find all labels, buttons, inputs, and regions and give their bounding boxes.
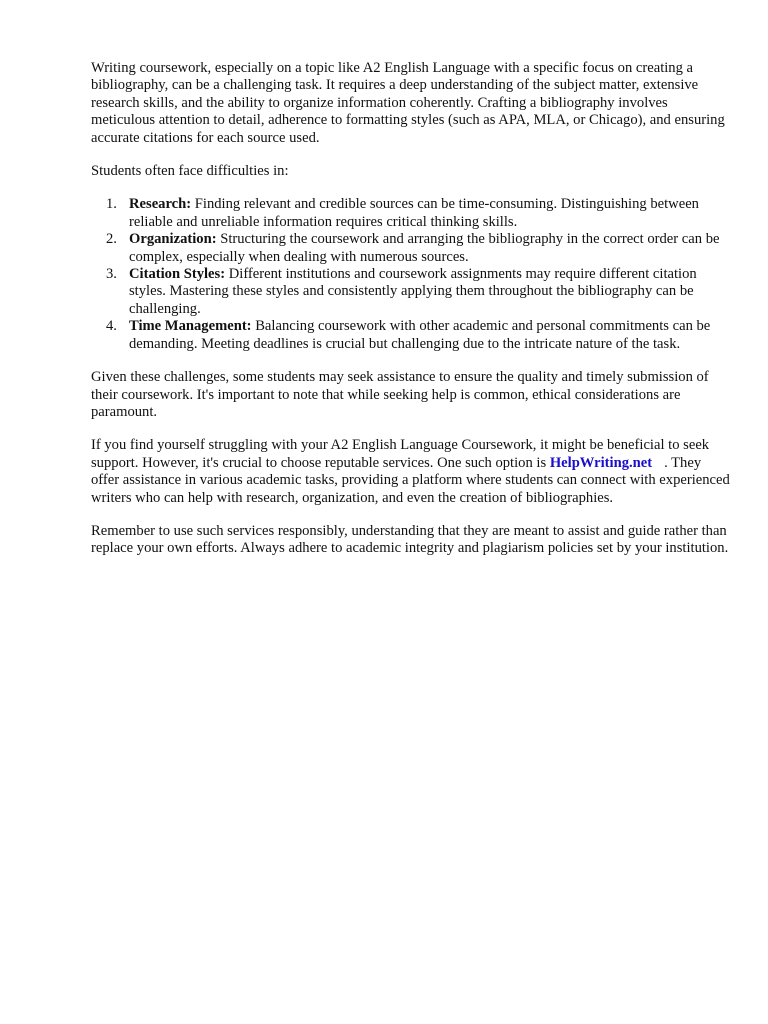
list-term: Time Management: [129, 318, 252, 335]
difficulties-list [91, 196, 731, 353]
list-item-research [91, 196, 731, 231]
closing-paragraph: Remember to use such services responsibly, understanding that they are meant to assist and guide rather than replace your own efforts. Always adhere to academic integrity and plagiarism policies set by your institution. [91, 522, 729, 557]
difficulties-lead: Students often face difficulties in: [91, 163, 289, 180]
helpwriting-link[interactable]: HelpWriting.net [549, 454, 653, 471]
list-text: Finding relevant and credible sources can be time-consuming. Distinguishing between reliable and unreliable information requires critical thinking skills. [129, 196, 699, 230]
help-text-before: If you find yourself struggling with your A2 English Language Coursework, it might be beneficial to seek support. However, it's crucial to choose reputable services. One such option is [91, 437, 710, 471]
list-item-citation-styles [91, 266, 731, 318]
list-item-time-management [91, 318, 731, 353]
help-paragraph [91, 437, 731, 507]
list-number: 3. [106, 266, 117, 283]
list-number: 2. [106, 231, 117, 248]
list-text: Balancing coursework with other academic and personal commitments can be demanding. Meeting deadlines is crucial but challenging due to the intricate nature of the task. [129, 318, 711, 352]
list-term: Organization: [129, 231, 217, 248]
document-page [91, 60, 731, 558]
list-term: Citation Styles: [129, 266, 226, 283]
list-text: Different institutions and coursework assignments may require different citation styles. Mastering these styles and consistently applying them throughout the bibliography can be challenging. [129, 266, 697, 317]
list-number: 1. [106, 196, 117, 213]
list-term: Research: [129, 196, 192, 213]
list-item-organization [91, 231, 731, 266]
list-text: Structuring the coursework and arranging the bibliography in the correct order can be complex, especially when dealing with numerous sources. [129, 231, 720, 265]
intro-paragraph: Writing coursework, especially on a topic like A2 English Language with a specific focus on creating a bibliography, can be a challenging task. It requires a deep understanding of the subject matter, extensive research skills, and the ability to organize information coherently. Crafting a bibliography involves meticulous attention to detail, adherence to formatting styles (such as APA, MLA, or Chicago), and ensuring accurate citations for each source used. [91, 60, 725, 146]
list-number: 4. [106, 318, 117, 335]
challenges-paragraph: Given these challenges, some students may seek assistance to ensure the quality and timely submission of their coursework. It's important to note that while seeking help is common, ethical considerations are paramount. [91, 369, 709, 420]
help-text-after: . They offer assistance in various academic tasks, providing a platform where students can connect with experienced writers who can help with research, organization, and even the creation of bibliographies. [91, 454, 730, 506]
